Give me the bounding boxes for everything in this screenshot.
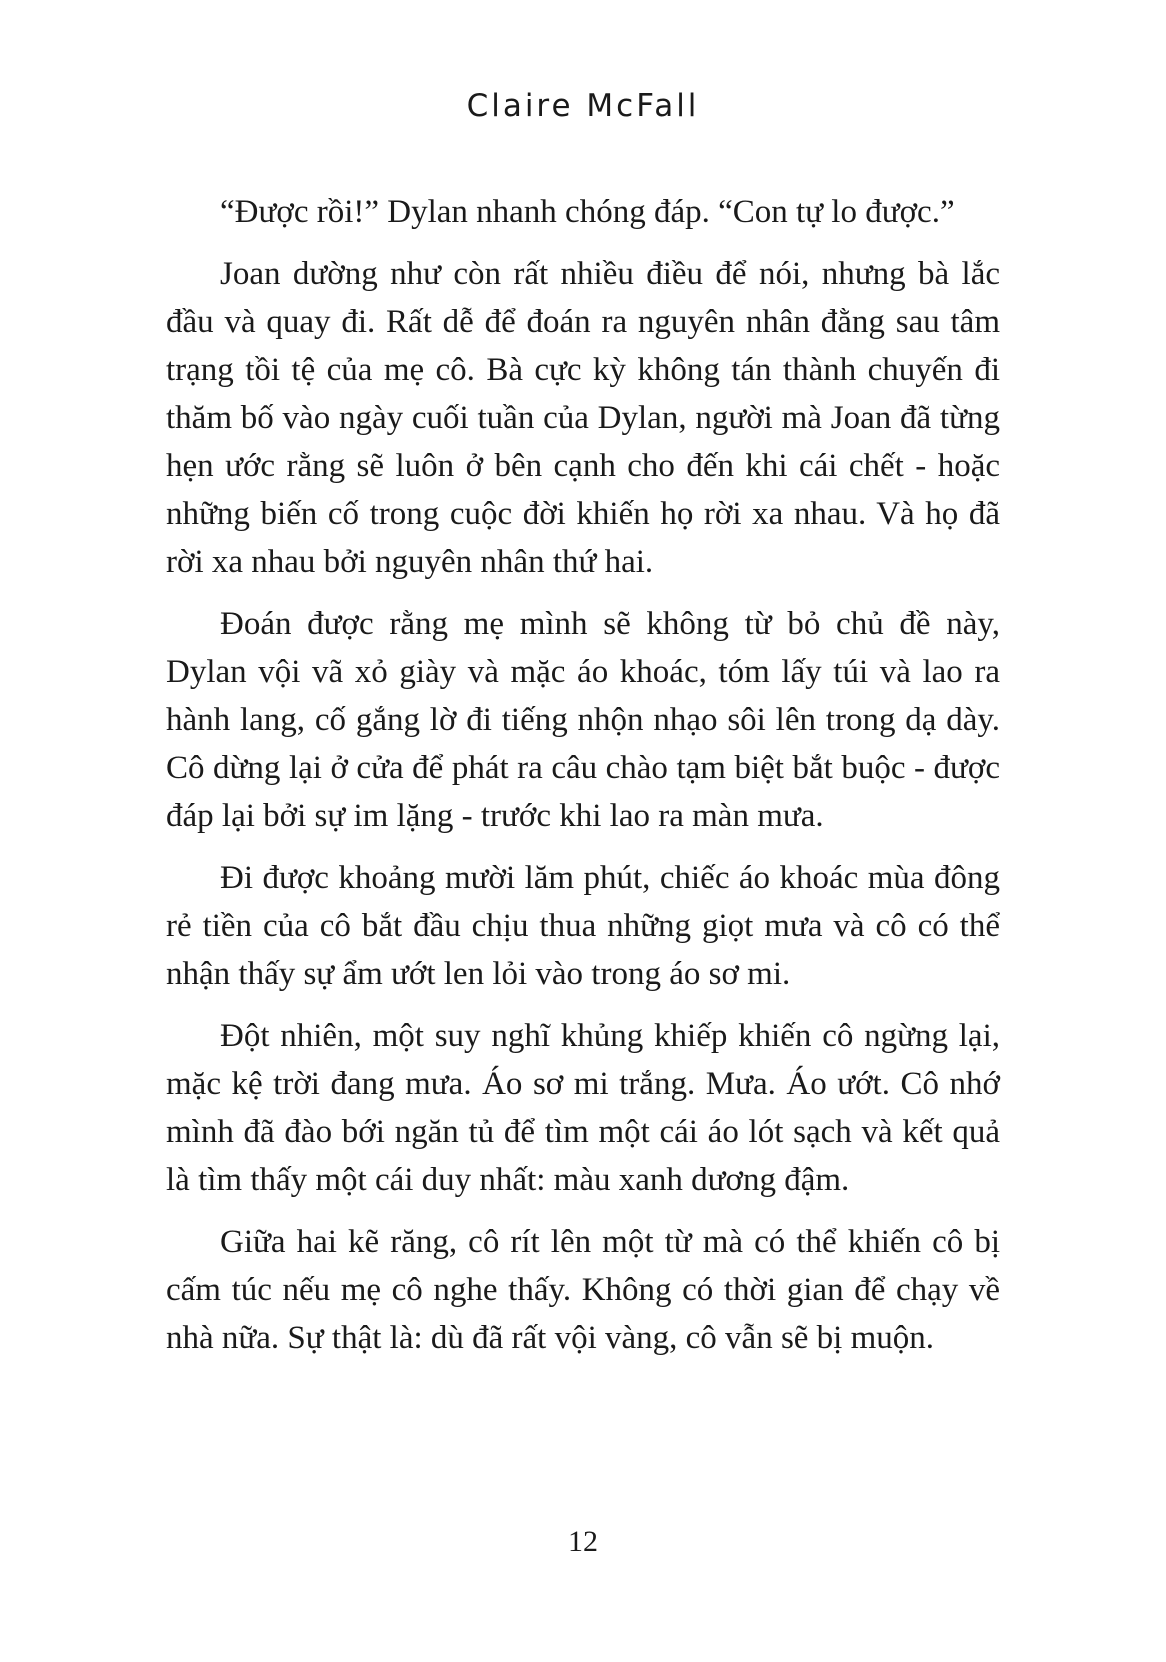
paragraph: “Được rồi!” Dylan nhanh chóng đáp. “Con tự lo được.” xyxy=(220,194,955,230)
paragraph: Giữa hai kẽ răng, cô rít lên một từ mà có thể khiến cô bị cấm túc nếu mẹ cô nghe thấy. Không có thời gian để chạy về nhà nữa. Sự thật là: dù đã rất vội vàng, cô vẫn sẽ bị muộn. xyxy=(166,1224,1000,1356)
paragraph: Đột nhiên, một suy nghĩ khủng khiếp khiến cô ngừng lại, mặc kệ trời đang mưa. Áo sơ mi trắng. Mưa. Áo ướt. Cô nhớ mình đã đào bới ngăn tủ để tìm một cái áo lót sạch và kết quả là tìm thấy một cái duy nhất: màu xanh dương đậm. xyxy=(166,1018,1000,1198)
paragraph: Đi được khoảng mười lăm phút, chiếc áo khoác mùa đông rẻ tiền của cô bắt đầu chịu thua những giọt mưa và cô có thể nhận thấy sự ẩm ướt len lỏi vào trong áo sơ mi. xyxy=(166,860,1000,992)
paragraph: Đoán được rằng mẹ mình sẽ không từ bỏ chủ đề này, Dylan vội vã xỏ giày và mặc áo khoác, tóm lấy túi và lao ra hành lang, cố gắng lờ đi tiếng nhộn nhạo sôi lên trong dạ dày. Cô dừng lại ở cửa để phát ra câu chào tạm biệt bắt buộc - được đáp lại bởi sự im lặng - trước khi lao ra màn mưa. xyxy=(166,606,1000,834)
page-number: 12 xyxy=(568,1525,598,1558)
body-text xyxy=(166,188,1000,1376)
running-header-author: Claire McFall xyxy=(466,88,700,124)
paragraph: Joan dường như còn rất nhiều điều để nói, nhưng bà lắc đầu và quay đi. Rất dễ để đoán ra nguyên nhân đằng sau tâm trạng tồi tệ của mẹ cô. Bà cực kỳ không tán thành chuyến đi thăm bố vào ngày cuối tuần của Dylan, người mà Joan đã từng hẹn ước rằng sẽ luôn ở bên cạnh cho đến khi cái chết - hoặc những biến cố trong cuộc đời khiến họ rời xa nhau. Và họ đã rời xa nhau bởi nguyên nhân thứ hai. xyxy=(166,256,1000,580)
